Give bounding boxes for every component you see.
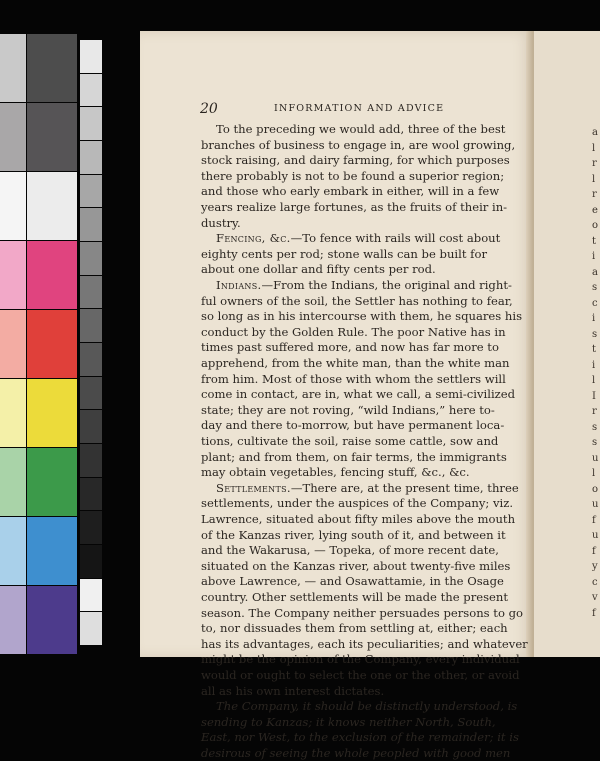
right-page-letter: y [592, 561, 598, 572]
right-page-letter: r [592, 189, 597, 200]
text-line-content: ful owners of the soil, the Settler has nothing to fear, [201, 293, 513, 308]
grayscale-strip [80, 40, 102, 646]
gray-patch [80, 74, 102, 107]
text-line [201, 356, 510, 371]
text-line [201, 730, 519, 745]
gray-patch [80, 141, 102, 174]
color-patch [0, 448, 26, 516]
text-line-content: and those who early embark in either, will in a few [201, 184, 500, 199]
text-line-content: situated on the Kanzas river, about twenty-five miles [201, 558, 511, 573]
text-line-content: plant; and from them, on fair terms, the immigrants [201, 449, 507, 464]
right-page-letter: r [592, 158, 597, 169]
color-patch [0, 103, 26, 171]
right-page-letter: o [592, 483, 599, 495]
text-line [201, 714, 496, 730]
gray-patch [80, 444, 102, 477]
text-line [216, 699, 518, 714]
color-patch [0, 241, 26, 309]
text-line-content: To the preceding we would add, three of the best [216, 122, 506, 136]
text-line [201, 434, 499, 449]
text-line-content: above Lawrence, — and Osawattamie, in the Osage [201, 574, 504, 589]
right-page-letter: i [592, 359, 596, 371]
text-line-content: there probably is not to be found a superior region; [201, 168, 505, 183]
text-line [201, 590, 509, 605]
right-page-letter: f [592, 545, 596, 557]
text-line-content: might be the opinion of the Company, every individual [201, 652, 520, 667]
right-page-letter: t [592, 235, 597, 247]
right-page-letter: o [592, 220, 599, 231]
text-line [201, 418, 505, 433]
text-line-content: so long as in his intercourse with them, he squares his [201, 309, 523, 324]
text-line [201, 684, 471, 699]
right-page-letter: s [592, 328, 598, 340]
right-page-letter: a [592, 266, 598, 278]
text-line-content: from him. Most of those with whom the settlers will [201, 371, 506, 386]
right-page-letter: c [592, 576, 598, 588]
text-line [201, 527, 506, 543]
right-page-letter: f [592, 514, 596, 526]
text-line-content: branches of business to engage in, are wool growing, [201, 137, 516, 152]
color-patch [27, 103, 77, 171]
text-line [216, 278, 512, 293]
right-page-letter: a [592, 127, 598, 138]
right-page-letter: t [592, 344, 597, 355]
header-title: INFORMATION AND ADVICE [274, 103, 445, 114]
gray-patch [80, 343, 102, 376]
running-header [200, 101, 500, 117]
color-checker [0, 34, 78, 654]
text-line [201, 262, 471, 277]
text-line-content: sending to Kanzas; it knows neither North, South, [201, 714, 496, 729]
text-line-content: may obtain vegetables, fencing stuff, &c., &c. [201, 465, 470, 480]
right-page-letter: e [592, 204, 598, 216]
color-patch [27, 448, 77, 516]
gray-patch [80, 410, 102, 443]
section-heading: Settlements. [216, 480, 291, 495]
gray-patch [80, 208, 102, 241]
text-line [201, 293, 513, 309]
text-line-content: about one dollar and fifty cents per rod. [201, 262, 436, 277]
text-line-content: The Company, it should be distinctly understood, is [216, 699, 518, 714]
text-line [201, 558, 511, 574]
text-line-content: state; they are not roving, “wild Indians,” here to- [201, 402, 495, 417]
right-page-letter: l [592, 375, 596, 386]
gray-patch [80, 107, 102, 140]
text-line [201, 168, 505, 184]
text-line [216, 122, 506, 137]
text-line-content: Lawrence, situated about fifty miles above the mouth [201, 512, 516, 526]
text-line-content: come in contact, are in, what we call, a semi-civilized [201, 387, 516, 402]
right-page-letter: s [592, 421, 598, 433]
text-line [201, 246, 487, 262]
text-line [201, 621, 508, 636]
text-line [201, 137, 516, 153]
color-patch [0, 172, 26, 240]
gray-patch [80, 377, 102, 410]
right-page-letter: l [592, 142, 596, 154]
color-patch [27, 172, 77, 240]
text-line [201, 216, 471, 231]
gray-patch [80, 40, 102, 73]
color-patch [0, 310, 26, 378]
text-line-content: would or ought to select the one or the other, or avoid [201, 668, 520, 682]
right-page-letter: u [592, 499, 599, 510]
right-page-letter: r [592, 406, 597, 417]
right-page-letter: c [592, 297, 598, 309]
text-line-content: to, nor dissuades them from settling at, either; each [201, 621, 508, 636]
gray-patch [80, 478, 102, 511]
text-line-content: conduct by the Golden Rule. The poor Native has in [201, 324, 506, 339]
text-line-content: country. Other settlements will be made the present [201, 590, 509, 604]
text-line-content: East, nor West, to the exclusion of the remainder; it is [201, 730, 519, 745]
color-patch [27, 586, 77, 654]
text-line [201, 465, 471, 480]
color-patch [0, 517, 26, 585]
text-line-content: dustry. [201, 215, 241, 230]
right-page-letter: s [592, 282, 598, 293]
text-line-content: day and there to-morrow, but have permanent loca- [201, 418, 505, 433]
text-line [201, 605, 524, 621]
text-line [201, 200, 508, 215]
gray-patch [80, 175, 102, 208]
text-line-content: has its advantages, each its peculiarities; and whatever [201, 636, 528, 651]
right-page-letter: I [592, 390, 596, 402]
right-page-letter: l [592, 173, 596, 185]
text-line [201, 309, 523, 324]
text-line-content: eighty cents per rod; stone walls can be built for [201, 246, 487, 261]
gray-patch [80, 511, 102, 544]
gray-patch [80, 612, 102, 645]
right-page-letter: v [592, 592, 598, 603]
text-line [201, 668, 520, 683]
color-patch [0, 379, 26, 447]
text-line [201, 652, 520, 667]
right-page-letter: u [592, 530, 599, 541]
text-line [201, 636, 528, 652]
text-line [216, 231, 501, 246]
color-patch [27, 241, 77, 309]
text-line-content: —There are, at the present time, three [290, 480, 519, 495]
text-line-content: desirous of seeing the whole peopled with good men [201, 746, 511, 760]
right-page-letter: i [592, 251, 596, 262]
gray-patch [80, 276, 102, 309]
text-line [216, 480, 519, 496]
text-line-content: apprehend, from the white man, than the white man [201, 356, 510, 370]
section-heading: Fencing, &c. [216, 231, 291, 246]
text-line [201, 371, 506, 387]
right-page-letter: u [592, 452, 599, 464]
text-line-content: —From the Indians, the original and right- [261, 278, 512, 292]
text-line-content: years realize large fortunes, as the fruits of their in- [201, 200, 508, 214]
text-line-content: season. The Company neither persuades persons to go [201, 605, 524, 620]
text-line [201, 449, 507, 465]
text-line [201, 746, 511, 761]
color-patch [0, 34, 26, 102]
right-page-letter: l [592, 468, 596, 479]
text-line [201, 387, 516, 402]
text-line-content: and the Wakarusa, — Topeka, of more recent date, [201, 543, 499, 558]
text-line [201, 184, 500, 199]
text-line-content: tions, cultivate the soil, raise some cattle, sow and [201, 434, 499, 448]
text-line [201, 543, 499, 558]
right-page-letter: f [592, 607, 596, 619]
right-page-letter: s [592, 437, 598, 448]
text-line-content: —To fence with rails will cost about [290, 231, 501, 246]
page-number: 20 [200, 101, 218, 117]
right-page-letter: i [592, 313, 596, 324]
text-line [201, 340, 499, 355]
text-line [201, 512, 516, 527]
text-line-content: settlements, under the auspices of the Company; viz. [201, 496, 514, 511]
text-line-content: of the Kanzas river, lying south of it, and between it [201, 527, 506, 542]
text-line [201, 324, 506, 340]
color-patch [27, 310, 77, 378]
gray-patch [80, 545, 102, 578]
section-heading: Indians. [216, 278, 262, 292]
gray-patch [80, 309, 102, 342]
text-line-content: times past suffered more, and now has far more to [201, 340, 499, 355]
color-patch [27, 517, 77, 585]
gray-patch [80, 579, 102, 612]
gray-patch [80, 242, 102, 275]
text-line-content: stock raising, and dairy farming, for which purposes [201, 153, 510, 168]
text-line [201, 153, 510, 168]
color-patch [0, 586, 26, 654]
right-page [534, 31, 600, 657]
text-line [201, 402, 495, 418]
color-patch [27, 379, 77, 447]
color-patch [27, 34, 77, 102]
text-line [201, 574, 504, 589]
text-line [201, 496, 514, 511]
text-line-content: all as his own interest dictates. [201, 683, 385, 698]
